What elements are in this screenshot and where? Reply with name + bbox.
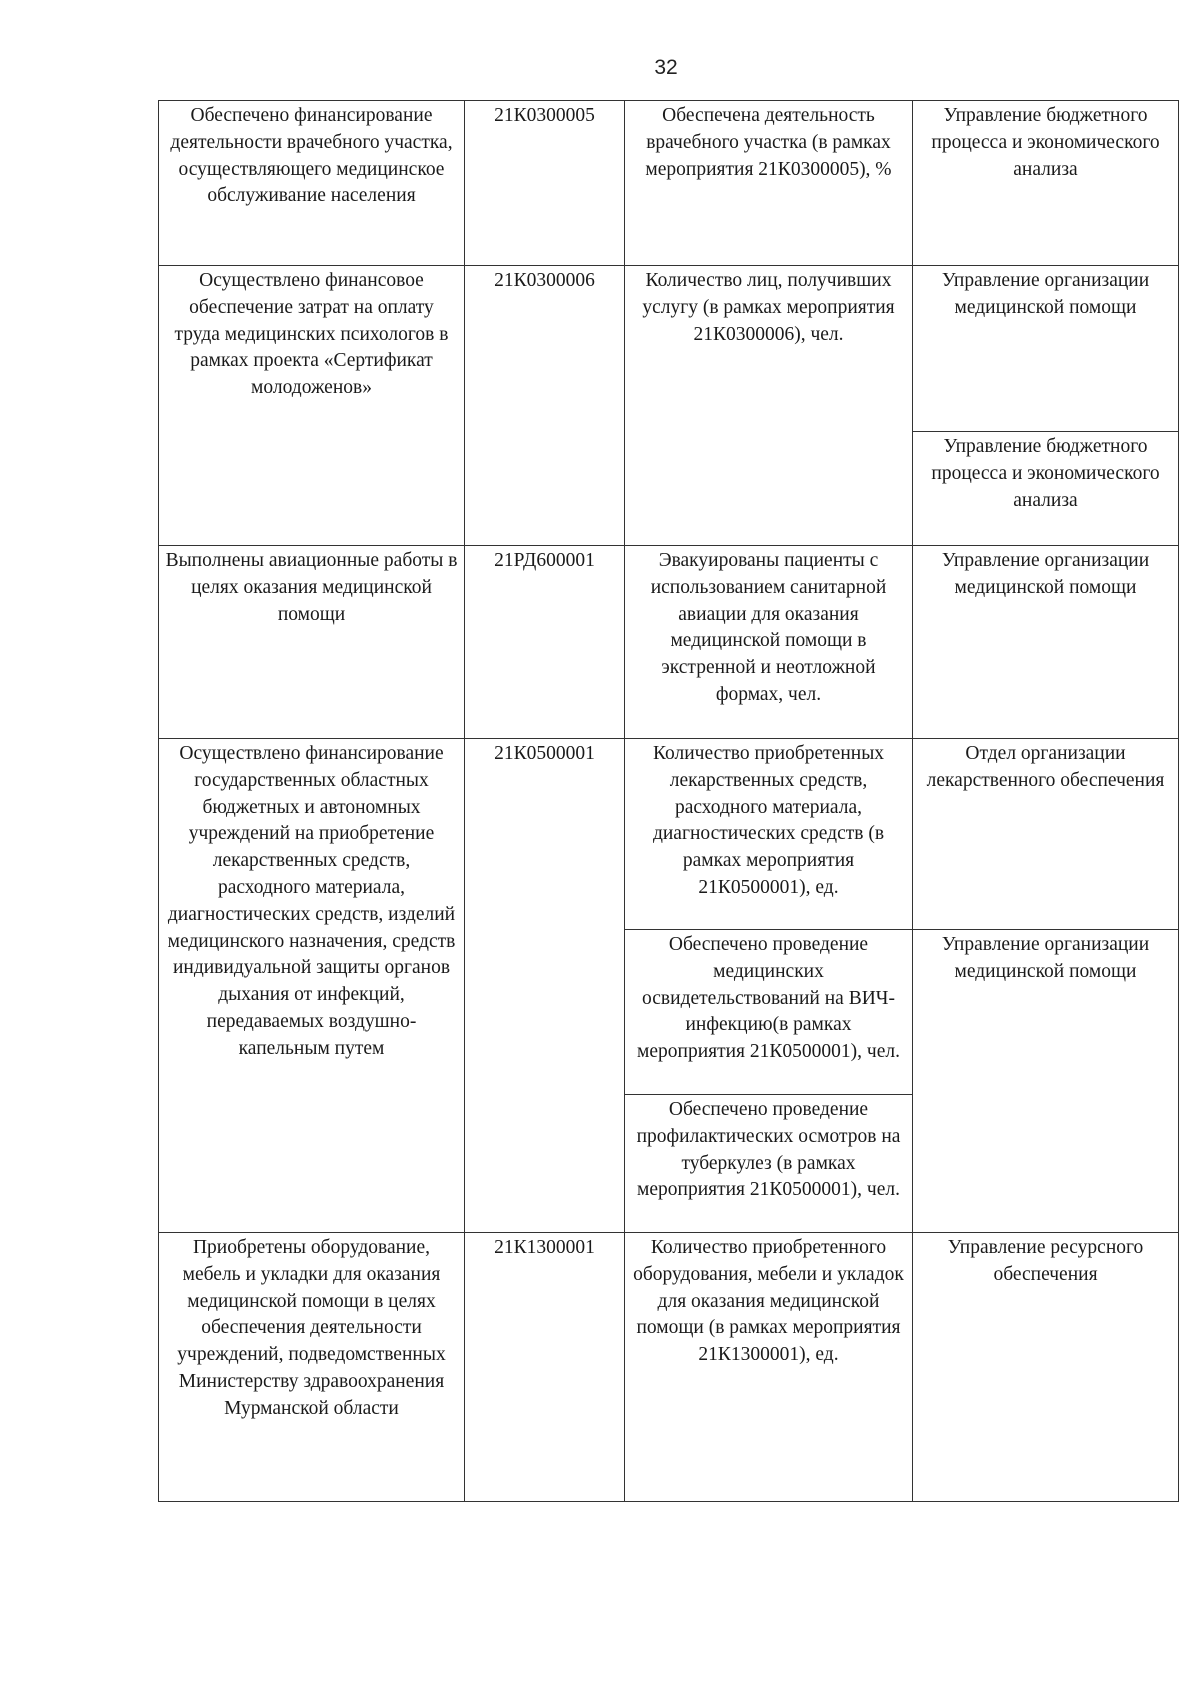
department-cell xyxy=(913,739,1179,930)
code-cell xyxy=(465,1233,625,1502)
indicator-cell xyxy=(625,1233,913,1502)
result-text: Осуществлено финансирование государственных областных бюджетных и автономных учреждений на приобретение лекарственных средств, расходного материала, диагностических средств, изделий медицинского назначения, средств индивидуальной защиты органов дыхания от инфекций, передаваемых воздушно-капельным путем xyxy=(167,743,456,1059)
department-text: Управление организации медицинской помощи xyxy=(941,550,1150,598)
result-cell xyxy=(159,546,465,739)
department-cell xyxy=(913,1233,1179,1502)
indicator-text: Количество лиц, получивших услугу (в рамках мероприятия 21К0300006), чел. xyxy=(642,270,895,345)
result-cell xyxy=(159,101,465,266)
indicator-text: Обеспечено проведение профилактических осмотров на туберкулез (в рамках мероприятия 21К0500001), чел. xyxy=(636,1099,901,1201)
department-text: Управление бюджетного процесса и экономического анализа xyxy=(931,436,1160,511)
department-text: Управление бюджетного процесса и экономического анализа xyxy=(931,105,1160,180)
code-text: 21РД600001 xyxy=(494,550,595,571)
indicator-cell xyxy=(625,1095,913,1233)
result-cell xyxy=(159,1233,465,1502)
department-cell xyxy=(913,101,1179,266)
department-text: Отдел организации лекарственного обеспечения xyxy=(926,743,1165,791)
indicator-cell xyxy=(625,546,913,739)
table-row xyxy=(159,546,1179,739)
indicator-text: Обеспечена деятельность врачебного участка (в рамках мероприятия 21К0300005), % xyxy=(645,105,892,180)
code-cell xyxy=(465,101,625,266)
result-text: Осуществлено финансовое обеспечение затрат на оплату труда медицинских психологов в рамках проекта «Сертификат молодоженов» xyxy=(174,270,449,399)
indicator-text: Обеспечено проведение медицинских освидетельствований на ВИЧ-инфекцию(в рамках мероприятия 21К0500001), чел. xyxy=(637,934,900,1063)
department-cell xyxy=(913,546,1179,739)
page-number: 32 xyxy=(654,56,678,79)
indicator-text: Количество приобретенных лекарственных средств, расходного материала, диагностических средств (в рамках мероприятия 21К0500001), ед. xyxy=(652,743,885,898)
indicator-cell xyxy=(625,266,913,546)
code-cell xyxy=(465,266,625,546)
department-text: Управление организации медицинской помощи xyxy=(941,270,1150,318)
result-text: Приобретены оборудование, мебель и укладки для оказания медицинской помощи в целях обеспечения деятельности учреждений, подведомственных Министерству здравоохранения Мурманской области xyxy=(177,1237,446,1419)
table-row xyxy=(159,739,1179,930)
result-cell xyxy=(159,266,465,546)
department-cell xyxy=(913,930,1179,1233)
code-text: 21К1300001 xyxy=(494,1237,595,1258)
indicator-cell xyxy=(625,930,913,1095)
code-text: 21К0500001 xyxy=(494,743,595,764)
indicator-text: Эвакуированы пациенты с использованием санитарной авиации для оказания медицинской помощи в экстренной и неотложной формах, чел. xyxy=(650,550,887,705)
indicator-text: Количество приобретенного оборудования, мебели и укладок для оказания медицинской помощи (в рамках мероприятия 21К1300001), ед. xyxy=(633,1237,904,1366)
code-text: 21К0300005 xyxy=(494,105,595,126)
department-cell xyxy=(913,266,1179,432)
code-cell xyxy=(465,739,625,1233)
table-row xyxy=(159,101,1179,266)
code-text: 21К0300006 xyxy=(494,270,595,291)
code-cell xyxy=(465,546,625,739)
results-table xyxy=(158,100,1179,1502)
result-text: Выполнены авиационные работы в целях оказания медицинской помощи xyxy=(165,550,458,625)
table-row xyxy=(159,266,1179,432)
table-row xyxy=(159,1233,1179,1502)
indicator-cell xyxy=(625,739,913,930)
result-cell xyxy=(159,739,465,1233)
department-text: Управление ресурсного обеспечения xyxy=(947,1237,1144,1285)
result-text: Обеспечено финансирование деятельности врачебного участка, осуществляющего медицинское обслуживание населения xyxy=(170,105,453,207)
indicator-cell xyxy=(625,101,913,266)
department-cell xyxy=(913,432,1179,546)
department-text: Управление организации медицинской помощи xyxy=(941,934,1150,982)
